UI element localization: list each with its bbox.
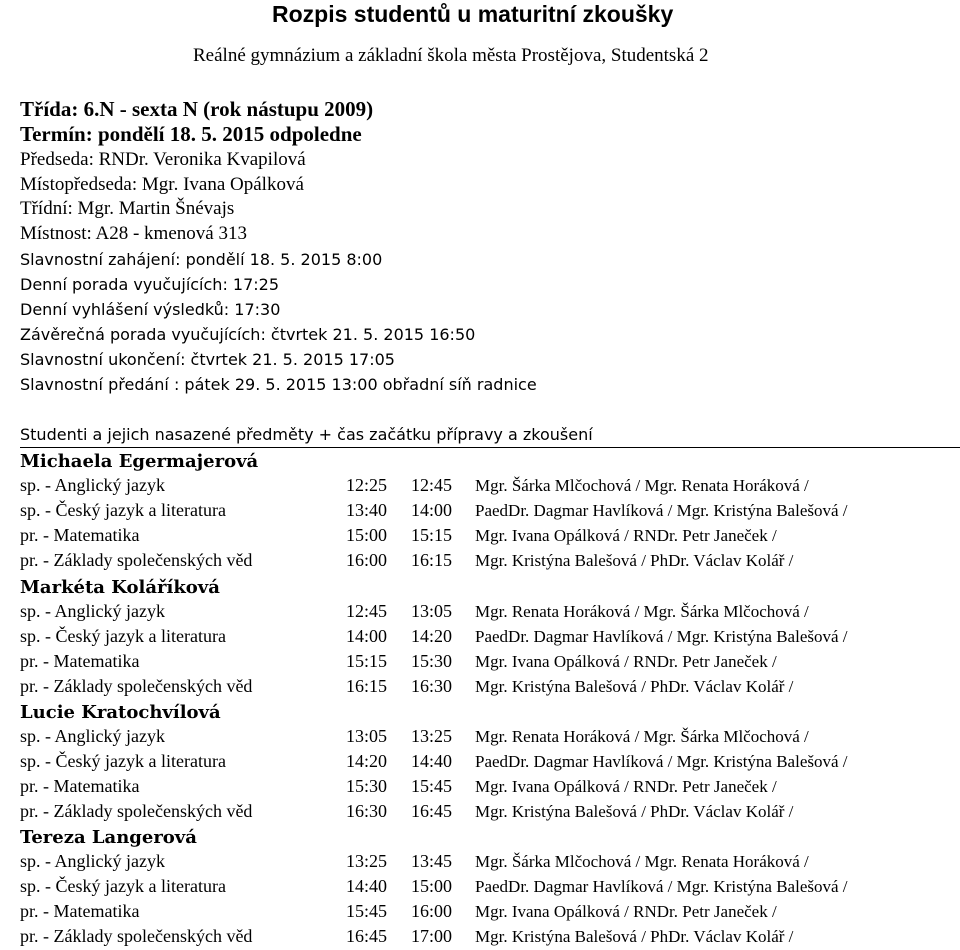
students-section-heading: Studenti a jejich nasazené předměty + čas začátku přípravy a zkoušení <box>20 424 960 448</box>
exam-subject: pr. - Matematika <box>20 776 140 796</box>
student-block <box>20 827 960 949</box>
exam-row <box>20 624 960 649</box>
exam-subject: pr. - Matematika <box>20 901 140 921</box>
examiners: Mgr. Ivana Opálková / RNDr. Petr Janeček / <box>475 652 777 671</box>
exam-time: 14:40 <box>411 751 453 771</box>
examiners: Mgr. Šárka Mlčochová / Mgr. Renata Horáková / <box>475 852 809 871</box>
closing-line: Slavnostní ukončení: čtvrtek 21. 5. 2015 17:05 <box>20 350 395 369</box>
prep-time: 12:25 <box>346 475 388 495</box>
exam-time: 16:45 <box>411 801 453 821</box>
exam-row <box>20 749 960 774</box>
exam-subject: pr. - Základy společenských věd <box>20 926 253 946</box>
exam-row <box>20 899 960 924</box>
prep-time: 15:15 <box>346 651 388 671</box>
prep-time: 14:20 <box>346 751 388 771</box>
student-name: Markéta Koláříková <box>20 577 220 598</box>
examiners: PaedDr. Dagmar Havlíková / Mgr. Kristýna Balešová / <box>475 501 848 520</box>
prep-time: 14:00 <box>346 626 388 646</box>
prep-time: 16:30 <box>346 801 388 821</box>
exam-row <box>20 599 960 624</box>
chair-line: Předseda: RNDr. Veronika Kvapilová <box>20 149 306 170</box>
exam-row <box>20 498 960 523</box>
prep-time: 12:45 <box>346 601 388 621</box>
student-block <box>20 702 960 824</box>
term-line <box>20 122 362 147</box>
exam-subject: pr. - Základy společenských věd <box>20 801 253 821</box>
exam-row <box>20 874 960 899</box>
exam-time: 16:00 <box>411 901 453 921</box>
student-name: Michaela Egermajerová <box>20 451 259 472</box>
daily-results-line: Denní vyhlášení výsledků: 17:30 <box>20 300 281 319</box>
exam-subject: sp. - Český jazyk a literatura <box>20 500 226 520</box>
term-value: pondělí 18. 5. 2015 odpoledne <box>97 122 362 146</box>
examiners: Mgr. Šárka Mlčochová / Mgr. Renata Horáková / <box>475 476 809 495</box>
examiners: Mgr. Kristýna Balešová / PhDr. Václav Kolář / <box>475 927 794 946</box>
exam-time: 13:05 <box>411 601 453 621</box>
exam-row <box>20 548 960 573</box>
exam-time: 16:15 <box>411 550 453 570</box>
exam-time: 12:45 <box>411 475 453 495</box>
examiners: Mgr. Renata Horáková / Mgr. Šárka Mlčochová / <box>475 727 809 746</box>
page-title: Rozpis studentů u maturitní zkoušky <box>272 1 674 27</box>
exam-subject: sp. - Anglický jazyk <box>20 601 165 621</box>
student-block <box>20 451 960 573</box>
class-label: Třída: <box>20 97 79 121</box>
prep-time: 16:15 <box>346 676 388 696</box>
prep-time: 13:40 <box>346 500 388 520</box>
room-line: Místnost: A28 - kmenová 313 <box>20 223 247 244</box>
term-label: Termín: <box>20 122 93 146</box>
prep-time: 14:40 <box>346 876 388 896</box>
exam-subject: sp. - Český jazyk a literatura <box>20 626 226 646</box>
examiners: Mgr. Ivana Opálková / RNDr. Petr Janeček / <box>475 902 777 921</box>
exam-time: 15:30 <box>411 651 453 671</box>
class-teacher-line: Třídní: Mgr. Martin Šnévajs <box>20 198 235 219</box>
exam-subject: pr. - Matematika <box>20 651 140 671</box>
exam-row <box>20 924 960 949</box>
examiners: PaedDr. Dagmar Havlíková / Mgr. Kristýna Balešová / <box>475 877 848 896</box>
prep-time: 13:05 <box>346 726 388 746</box>
exam-row <box>20 724 960 749</box>
prep-time: 16:00 <box>346 550 388 570</box>
examiners: Mgr. Kristýna Balešová / PhDr. Václav Kolář / <box>475 677 794 696</box>
student-name: Lucie Kratochvílová <box>20 702 221 723</box>
exam-time: 13:45 <box>411 851 453 871</box>
exam-row <box>20 674 960 699</box>
exam-time: 14:20 <box>411 626 453 646</box>
exam-time: 16:30 <box>411 676 453 696</box>
prep-time: 15:30 <box>346 776 388 796</box>
exam-row <box>20 523 960 548</box>
prep-time: 15:45 <box>346 901 388 921</box>
exam-row <box>20 849 960 874</box>
exam-subject: sp. - Anglický jazyk <box>20 475 165 495</box>
examiners: Mgr. Ivana Opálková / RNDr. Petr Janeček / <box>475 777 777 796</box>
exam-time: 15:00 <box>411 876 453 896</box>
examiners: Mgr. Renata Horáková / Mgr. Šárka Mlčochová / <box>475 602 809 621</box>
school-name: Reálné gymnázium a základní škola města Prostějova, Studentská 2 <box>193 45 709 66</box>
examiners: Mgr. Ivana Opálková / RNDr. Petr Janeček / <box>475 526 777 545</box>
student-name: Tereza Langerová <box>20 827 197 848</box>
exam-subject: pr. - Základy společenských věd <box>20 676 253 696</box>
exam-time: 14:00 <box>411 500 453 520</box>
examiners: Mgr. Kristýna Balešová / PhDr. Václav Kolář / <box>475 551 794 570</box>
exam-row <box>20 473 960 498</box>
daily-meeting-line: Denní porada vyučujících: 17:25 <box>20 275 280 294</box>
class-line <box>20 97 373 122</box>
prep-time: 13:25 <box>346 851 388 871</box>
exam-subject: sp. - Český jazyk a literatura <box>20 876 226 896</box>
exam-subject: pr. - Základy společenských věd <box>20 550 253 570</box>
examiners: PaedDr. Dagmar Havlíková / Mgr. Kristýna Balešová / <box>475 627 848 646</box>
vice-chair-line: Místopředseda: Mgr. Ivana Opálková <box>20 174 304 195</box>
exam-time: 13:25 <box>411 726 453 746</box>
examiners: Mgr. Kristýna Balešová / PhDr. Václav Kolář / <box>475 802 794 821</box>
exam-subject: sp. - Anglický jazyk <box>20 851 165 871</box>
opening-line: Slavnostní zahájení: pondělí 18. 5. 2015 8:00 <box>20 250 383 269</box>
exam-time: 15:15 <box>411 525 453 545</box>
exam-subject: sp. - Český jazyk a literatura <box>20 751 226 771</box>
exam-row <box>20 774 960 799</box>
class-value: 6.N - sexta N (rok nástupu 2009) <box>83 97 374 121</box>
final-meeting-line: Závěrečná porada vyučujících: čtvrtek 21. 5. 2015 16:50 <box>20 325 476 344</box>
exam-row <box>20 649 960 674</box>
exam-time: 15:45 <box>411 776 453 796</box>
handover-line: Slavnostní předání : pátek 29. 5. 2015 13:00 obřadní síň radnice <box>20 375 537 394</box>
prep-time: 15:00 <box>346 525 388 545</box>
student-block <box>20 577 960 699</box>
exam-subject: pr. - Matematika <box>20 525 140 545</box>
exam-subject: sp. - Anglický jazyk <box>20 726 165 746</box>
examiners: PaedDr. Dagmar Havlíková / Mgr. Kristýna Balešová / <box>475 752 848 771</box>
exam-row <box>20 799 960 824</box>
prep-time: 16:45 <box>346 926 388 946</box>
exam-time: 17:00 <box>411 926 453 946</box>
